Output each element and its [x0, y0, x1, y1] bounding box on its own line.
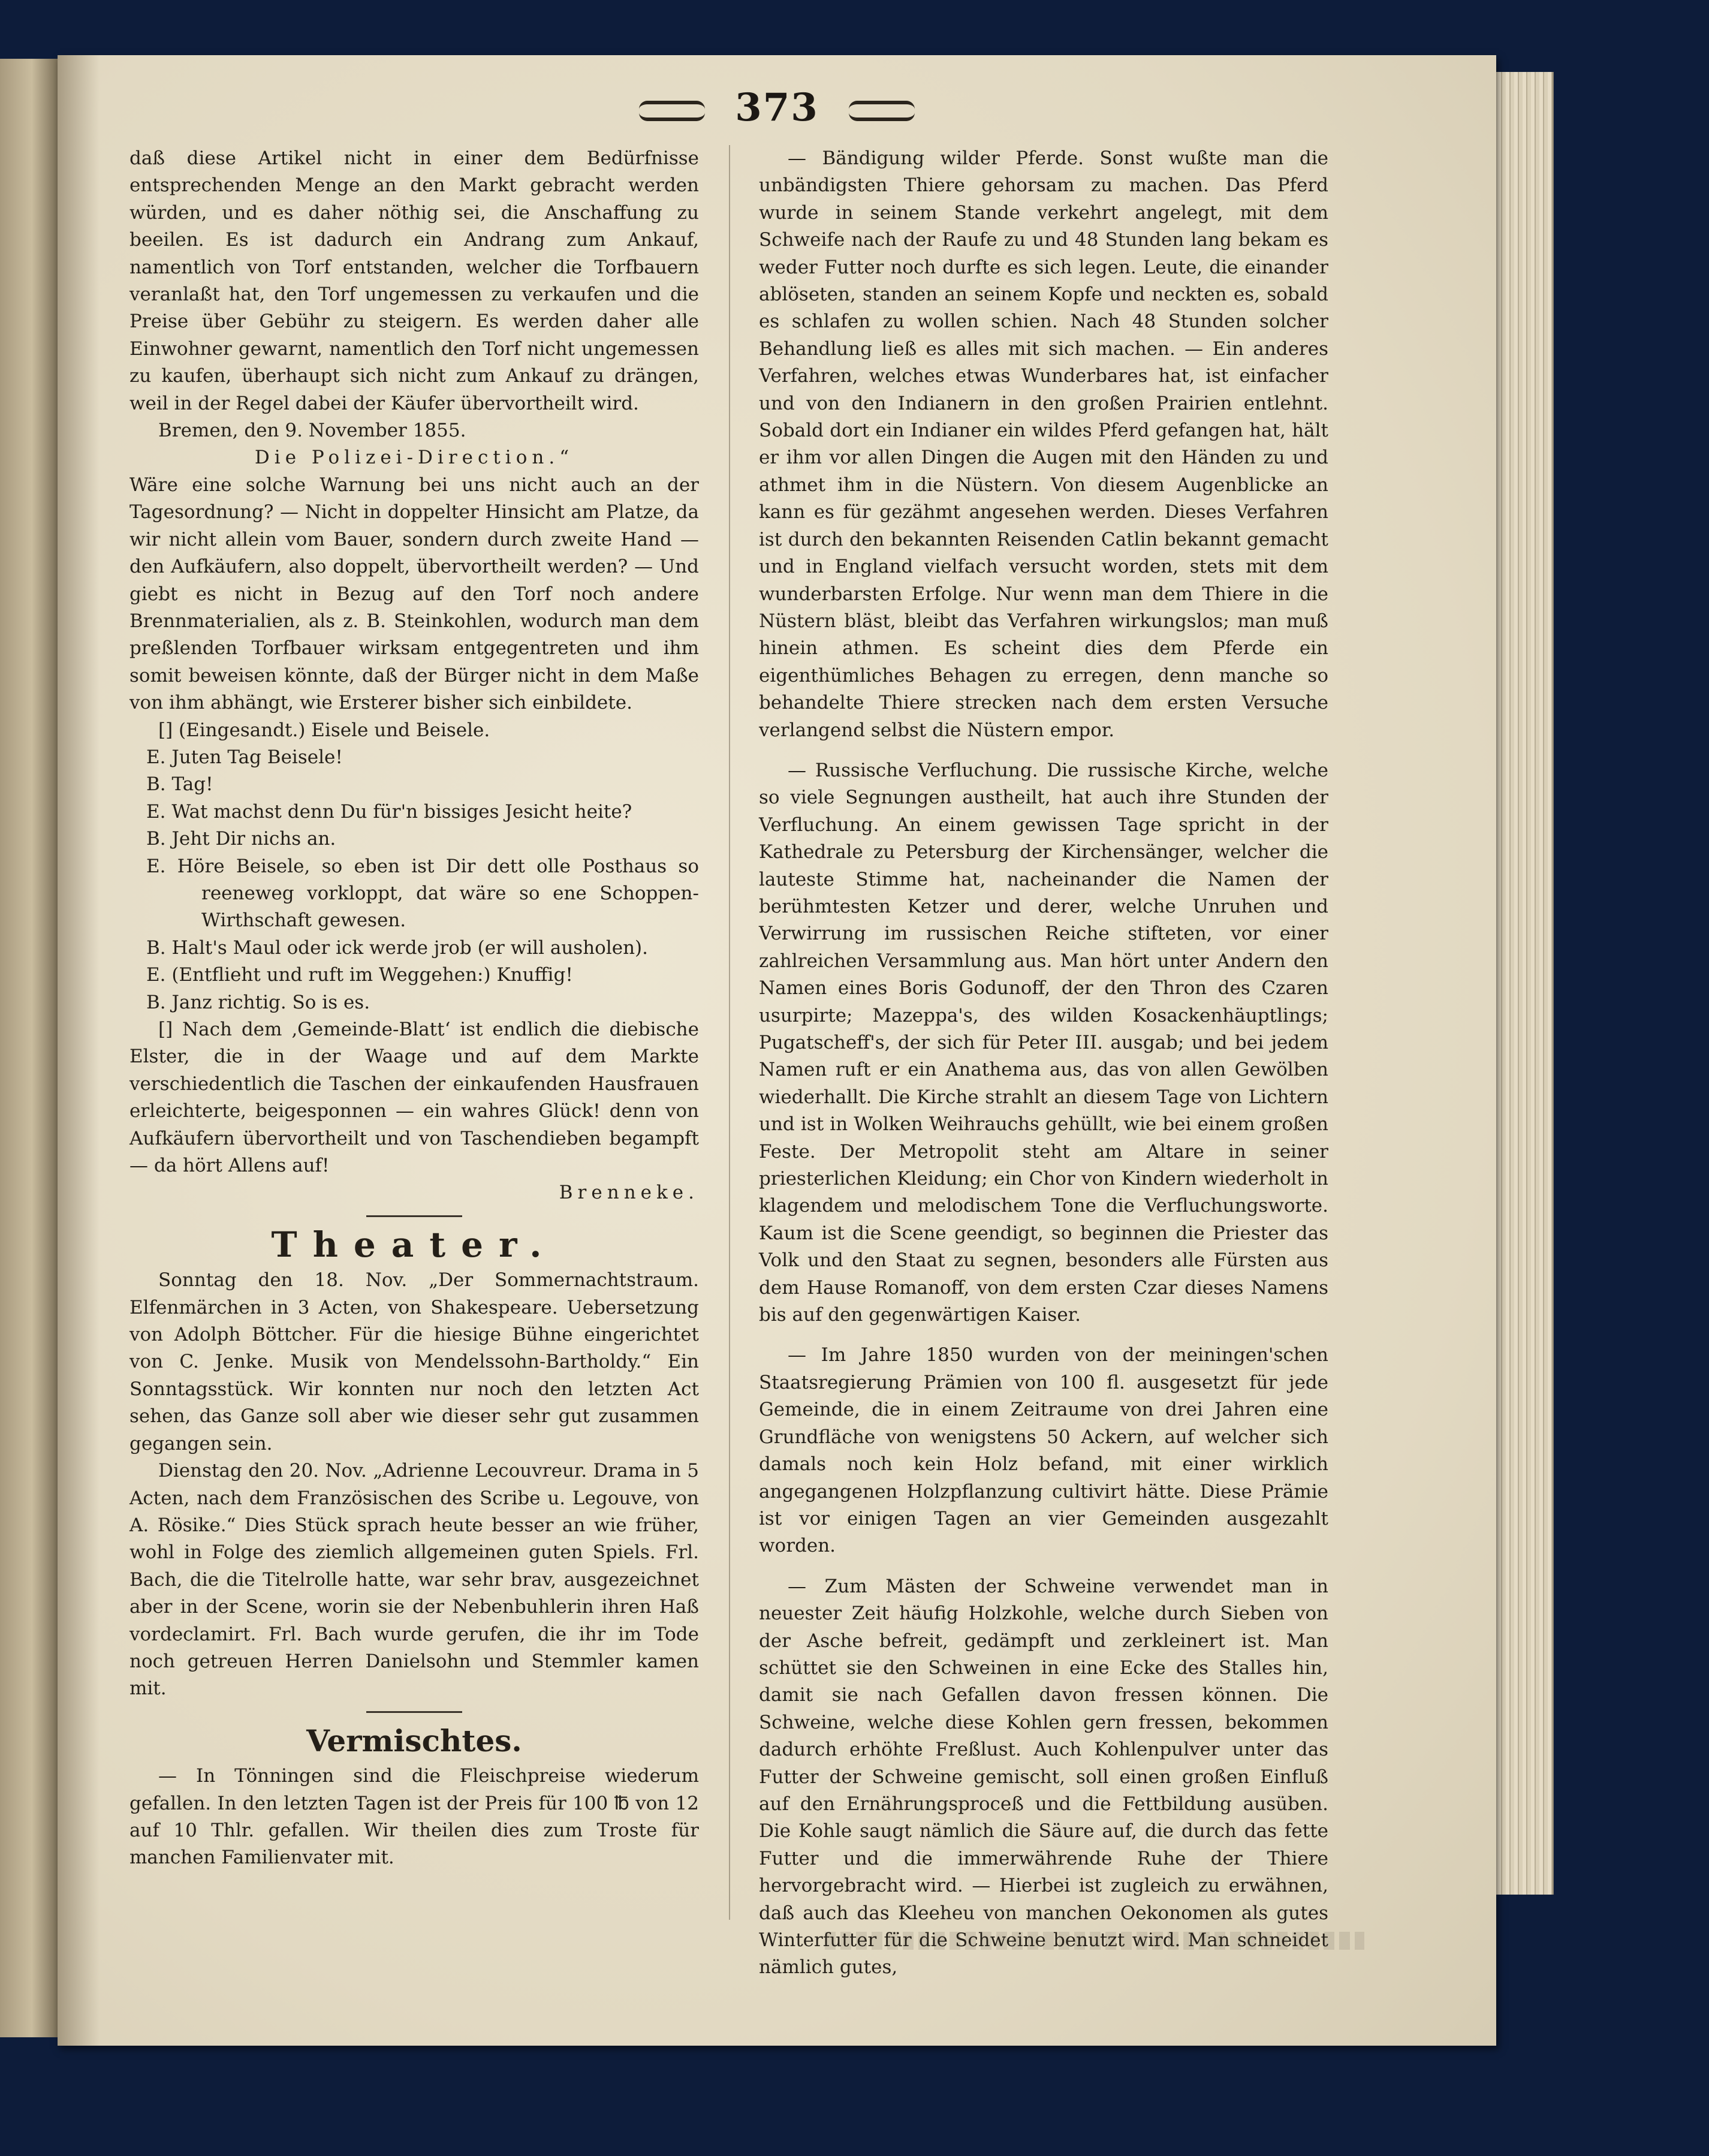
section-rule — [366, 1215, 462, 1217]
notice-text: daß diese Artikel nicht in einer dem Bedürfnisse entsprechenden Menge an den Markt gebracht werden würden, und es daher nöthig sei, die Anschaffung zu beeilen. Es ist dadurch ein Andrang zum Ankauf, namentlich von Torf entstanden, welcher die Torfbauern veranlaßt hat, den Torf ungemessen zu verkaufen und die Preise über Gebühr zu steigern. Es werden daher alle Einwohner gewarnt, namentlich den Torf nicht ungemessen zu kaufen, überhaupt sich nicht zum Ankauf zu drängen, weil in der Regel dabei der Käufer übervortheilt wird. — [129, 147, 699, 414]
facing-page-edge — [0, 59, 58, 2037]
dialogue-line: B. Jeht Dir nichs an. — [146, 828, 336, 850]
dateline: Bremen, den 9. November 1855. — [158, 420, 466, 442]
notice-signature: Die Polizei-Direction.“ — [254, 447, 574, 469]
ornament-right-icon — [849, 101, 915, 121]
vermischtes-item-1: — In Tönningen sind die Fleischpreise wiederum gefallen. In den letzten Tagen ist der Preis für 100 ℔ von 12 auf 10 Thlr. gefallen. Wir theilen dies zum Troste für manchen Familienvater mit. — [129, 1765, 699, 1869]
spacer — [759, 1560, 1328, 1573]
theater-review-2: Dienstag den 20. Nov. „Adrienne Lecouvreur. Drama in 5 Acten, nach dem Französischen des Scribe u. Legouve, von A. Rösike.“ Dies Stück sprach heute besser an wie früher, wohl in Folge des ziemlich allgemeinen guten Spiels. Frl. Bach, die die Titelrolle hatte, war sehr brav, ausgezeichnet aber in der Scene, worin sie der Nebenbuhlerin ihren Haß vordeclamirt. Frl. Bach wurde gerufen, die ihr im Tode noch getreuen Herren Danielsohn und Stemmler kamen mit. — [129, 1460, 699, 1700]
dialogue-title: [] (Eingesandt.) Eisele und Beisele. — [158, 719, 490, 741]
article-russian-curse: — Russische Verfluchung. Die russische Kirche, welche so viele Segnungen austheilt, hat auch ihre Stunden der Verfluchung. An einem gewissen Tage spricht in der Kathedrale zu Petersburg der Kirchensänger, welcher die lauteste Stimme hat, nacheinander die Namen der berühmtesten Ketzer und derer, welche Unruhen und Verwirrung im russischen Reiche stifteten, vor einer zahlreichen Versammlung aus. Man hört unter Andern den Namen eines Boris Godunoff, der den Thron des Czaren usurpirte; Mazeppa's, des wilden Kosackenhäuptlings; Pugatscheff's, der sich für Peter III. ausgab; und bei jedem Namen ruft er ein Anathema aus, das von allen Gewölben wiederhallt. Die Kirche strahlt an diesem Tage von Lichtern und ist in Wolken Weihrauchs gehüllt, wie bei einem großen Feste. Der Metropolit steht am Altare in seiner priesterlichen Kleidung; ein Chor von Kindern wiederholt in klagendem und melodischem Tone die Verfluchungsworte. Kaum ist die Scene geendigt, so beginnen die Priester das Volk und den Staat zu segnen, besonders alle Fürsten aus dem Hause Romanoff, von dem ersten Czar dieses Namens bis auf den gegenwärtigen Kaiser. — [759, 759, 1328, 1326]
elster-text: [] Nach dem ‚Gemeinde-Blatt‘ ist endlich die diebische Elster, die in der Waage und auf dem Markte verschiedentlich die Taschen der einkaufenden Hausfrauen erleichterte, beigesponnen — ein wahres Glück! denn von Aufkäufern übervortheilt und von Taschendieben begampft — da hört Allens auf! — [129, 1019, 699, 1177]
commentary-text: Wäre eine solche Warnung bei uns nicht auch an der Tagesordnung? — Nicht in doppelter Hinsicht am Platze, da wir nicht allein vom Bauer, sondern durch zweite Hand — den Aufkäufern, also doppelt, übervortheilt werden? — Und giebt es nicht in Bezug auf den Torf noch andere Brennmaterialien, als z. B. Steinkohlen, wodurch man dem preßlenden Torfbauer wirksam entgegentreten und ihm somit beweisen könnte, daß der Bürger nicht in dem Maße von ihm abhängt, wie Ersterer bisher sich einbildete. — [129, 474, 699, 714]
theater-heading: Theater. — [271, 1224, 557, 1265]
column-rule — [729, 145, 730, 1920]
newspaper-page — [58, 55, 1496, 2046]
spacer — [759, 1329, 1328, 1342]
gutter-shadow — [58, 55, 100, 2046]
dialogue-line: B. Tag! — [146, 773, 213, 796]
article-pigs: — Zum Mästen der Schweine verwendet man in neuester Zeit häufig Holzkohle, welche durch Sieben von der Asche befreit, gedämpft und zerkleinert ist. Man schüttet sie den Schweinen in eine Ecke des Stalles hin, damit sie nach Gefallen davon fressen können. Die Schweine, welche diese Kohlen gern fressen, bekommen dadurch erhöhte Freßlust. Auch Kohlenpulver unter das Futter der Schweine gemischt, soll einen großen Einfluß auf den Ernährungsproceß und die Fettbildung ausüben. Die Kohle saugt nämlich die Säure auf, die durch das fette Futter und die immerwährende Ruhe der Thiere hervorgebracht wird. — Hierbei ist zugleich zu erwähnen, daß auch das Kleeheu von manchen Oekonomen als gutes Winterfutter für die Schweine benutzt wird. Man schneidet nämlich gutes, — [759, 1575, 1328, 1979]
article-horses: — Bändigung wilder Pferde. Sonst wußte man die unbändigsten Thiere gehorsam zu machen. Das Pferd wurde in seinem Stande verkehrt angelegt, mit dem Schweife nach der Raufe zu und 48 Stunden lang bekam es weder Futter noch durfte es sich legen. Leute, die einander ablöseten, standen an seinem Kopfe und neckten es, sobald es schlafen zu wollen schien. Nach 48 Stunden solcher Behandlung ließ es alles mit sich machen. — Ein anderes Verfahren, welches etwas Wunderbares hat, ist einfacher und von den Indianern in den großen Prairien entlehnt. Sobald dort ein Indianer ein wildes Pferd gefangen hat, hält er ihm vor allen Dingen die Augen mit den Händen zu und athmet ihm in die Nüstern. Von diesem Augenblicke an kann es für gezähmt angesehen werden. Dieses Verfahren ist durch den bekannten Reisenden Catlin bekannt gemacht und in England vielfach versucht worden, stets mit dem wunderbarsten Erfolge. Nur wenn man dem Thiere in die Nüstern bläst, bleibt das Verfahren wirkungslos; man muß hinein athmen. Es scheint dies dem Pferde ein eigenthümliches Behagen zu erregen, denn manche so behandelte Thiere strecken nach dem ersten Versuche verlangend selbst die Nüstern empor. — [759, 147, 1328, 741]
elster-signature: Brenneke. — [559, 1182, 699, 1204]
spacer — [759, 744, 1328, 757]
ornament-left-icon — [639, 101, 705, 121]
dialogue-line: B. Janz richtig. So is es. — [146, 991, 370, 1013]
section-rule — [366, 1711, 462, 1713]
dialogue-line: E. Wat machst denn Du für'n bissiges Jesicht heite? — [146, 800, 632, 823]
page-header — [58, 85, 1496, 130]
vermischtes-heading: Vermischtes. — [306, 1723, 522, 1758]
theater-review-1: Sonntag den 18. Nov. „Der Sommernachtstraum. Elfenmärchen in 3 Acten, von Shakespeare. Uebersetzung von Adolph Böttcher. Für die hiesige Bühne eingerichtet von C. Jenke. Musik von Mendelssohn-Bartholdy.“ Ein Sonntagsstück. Wir konnten nur noch den letzten Act sehen, das Ganze soll aber wie dieser sehr gut zusammen gegangen sein. — [129, 1269, 699, 1455]
right-column — [759, 145, 1328, 1982]
bleed-through-text — [825, 1932, 1364, 1950]
left-column — [129, 145, 699, 1872]
dialogue-line: E. (Entflieht und ruft im Weggehen:) Knuffig! — [146, 964, 573, 986]
dialogue-line: E. Juten Tag Beisele! — [146, 746, 343, 768]
page-number: 373 — [735, 85, 819, 130]
dialogue-line: B. Halt's Maul oder ick werde jrob (er will ausholen). — [146, 937, 648, 959]
article-premiums: — Im Jahre 1850 wurden von der meiningen'schen Staatsregierung Prämien von 100 fl. ausgesetzt für jede Gemeinde, die in einem Zeitraume von drei Jahren eine Grundfläche von wenigstens 50 Ackern, auf welcher sich damals noch kein Holz befand, mit einer wirklich angegangenen Holzpflanzung cultivirt hätte. Diese Prämie ist vor einigen Tagen an vier Gemeinden ausgezahlt worden. — [759, 1344, 1328, 1557]
dialogue-line: E. Höre Beisele, so eben ist Dir dett olle Posthaus so reeneweg vorkloppt, dat wäre so ene Schoppen-Wirthschaft gewesen. — [146, 855, 699, 932]
